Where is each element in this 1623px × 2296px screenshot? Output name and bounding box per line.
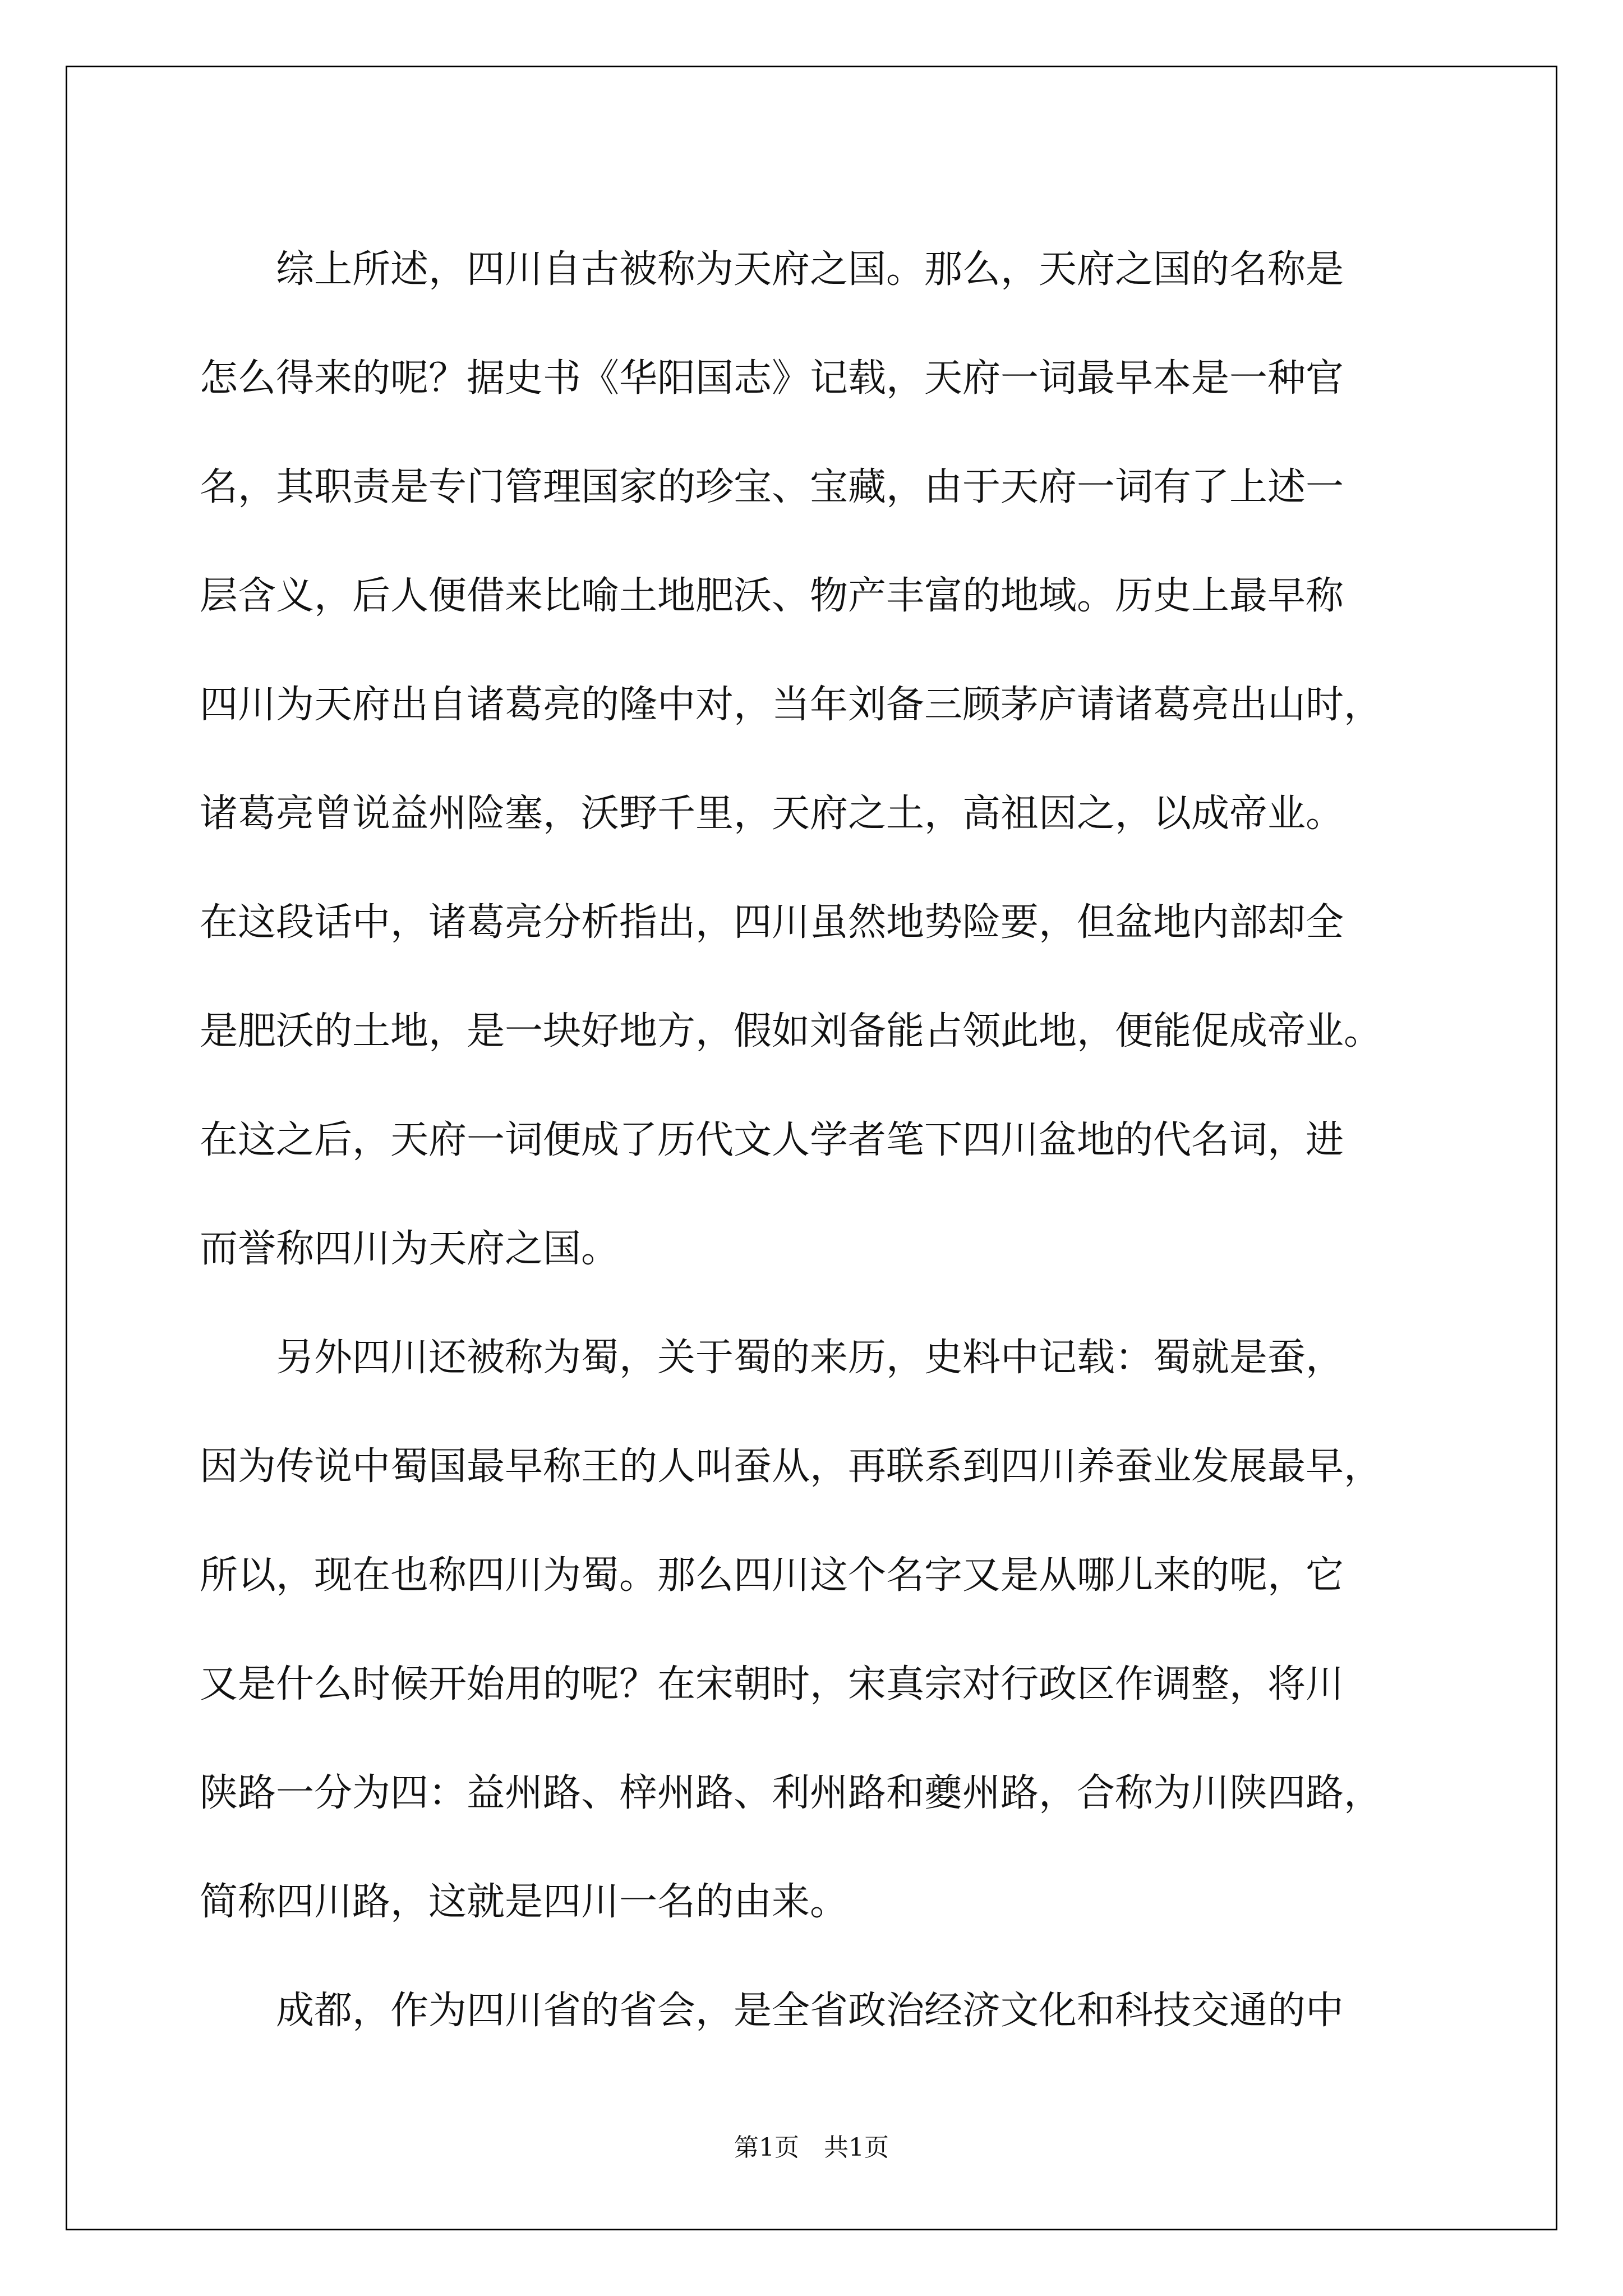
text-line: 而誉称四川为天府之国。 — [200, 1227, 620, 1271]
text-line: 在这之后，天府一词便成了历代文人学者笔下四川盆地的代名词，进 — [200, 1118, 1344, 1162]
document-body — [200, 215, 1422, 2065]
text-line: 所以，现在也称四川为蜀。那么四川这个名字又是从哪儿来的呢，它 — [200, 1553, 1344, 1598]
text-line: 名，其职责是专门管理国家的珍宝、宝藏，由于天府一词有了上述一 — [200, 465, 1344, 509]
text-line: 在这段话中，诸葛亮分析指出，四川虽然地势险要，但盆地内部却全 — [200, 900, 1344, 945]
text-line: 诸葛亮曾说益州险塞，沃野千里，天府之土，高祖因之，以成帝业。 — [200, 792, 1344, 836]
text-line: 因为传说中蜀国最早称王的人叫蚕从，再联系到四川养蚕业发展最早， — [200, 1444, 1382, 1489]
text-line: 陕路一分为四：益州路、梓州路、利州路和夔州路，合称为川陕四路， — [200, 1771, 1382, 1815]
text-line: 又是什么时候开始用的呢？在宋朝时，宋真宗对行政区作调整，将川 — [200, 1662, 1344, 1706]
page-footer: 第1页 共1页 — [734, 2133, 889, 2162]
text-line: 层含义，后人便借来比喻土地肥沃、物产丰富的地域。历史上最早称 — [200, 574, 1344, 618]
text-line: 四川为天府出自诸葛亮的隆中对，当年刘备三顾茅庐请诸葛亮出山时， — [200, 683, 1382, 727]
text-line: 另外四川还被称为蜀，关于蜀的来历，史料中记载：蜀就是蚕， — [200, 1336, 1344, 1380]
text-line: 简称四川路，这就是四川一名的由来。 — [200, 1880, 849, 1924]
text-line: 是肥沃的土地，是一块好地方，假如刘备能占领此地，便能促成帝业。 — [200, 1009, 1382, 1053]
text-line: 综上所述，四川自古被称为天府之国。那么，天府之国的名称是 — [200, 247, 1344, 292]
text-line: 怎么得来的呢？据史书《华阳国志》记载，天府一词最早本是一种官 — [200, 356, 1344, 401]
text-line: 成都，作为四川省的省会，是全省政治经济文化和科技交通的中 — [200, 1989, 1344, 2033]
